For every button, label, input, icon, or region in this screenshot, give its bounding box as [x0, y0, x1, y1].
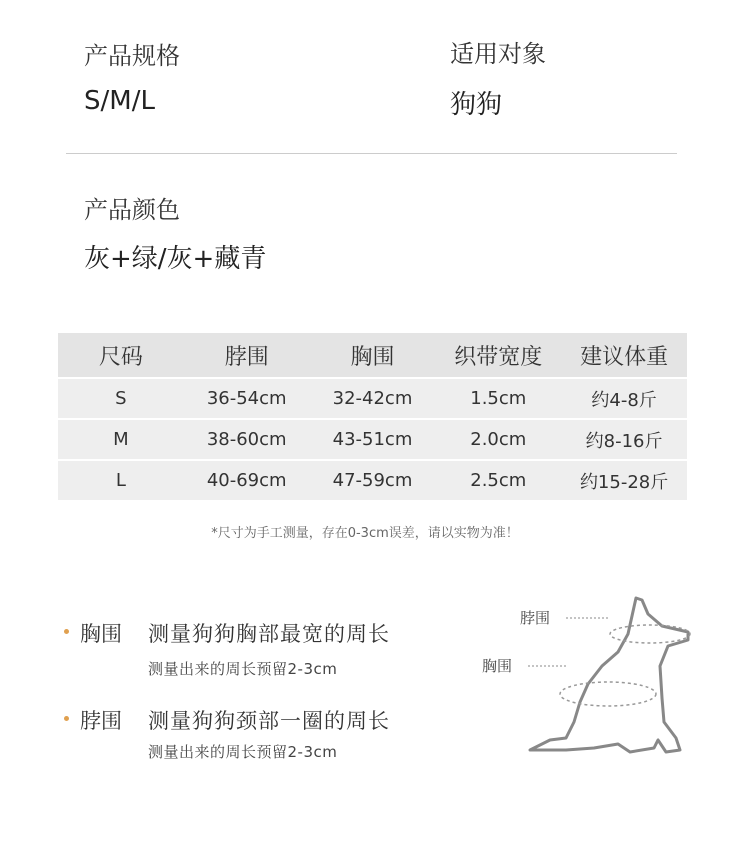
chest-measure-ring	[560, 682, 656, 706]
table-header: 脖围	[184, 333, 310, 378]
bullet-dot	[64, 716, 69, 721]
chest-description: 测量狗狗胸部最宽的周长	[148, 622, 390, 646]
target-value: 狗狗	[450, 90, 503, 120]
table-cell: 约4-8斤	[561, 378, 687, 419]
table-cell: 32-42cm	[310, 378, 436, 419]
product-size-label: 产品规格	[84, 42, 180, 70]
table-row	[58, 419, 687, 460]
diagram-neck-label: 脖围	[520, 609, 551, 627]
product-size-value: S/M/L	[84, 86, 155, 116]
neck-label: 脖围	[80, 709, 122, 733]
table-header-row	[58, 333, 687, 378]
diagram-chest-label: 胸围	[482, 657, 513, 675]
size-table	[58, 333, 687, 500]
table-cell: M	[58, 419, 184, 460]
table-cell: 38-60cm	[184, 419, 310, 460]
neck-description: 测量狗狗颈部一圈的周长	[148, 709, 390, 733]
divider	[66, 153, 677, 154]
table-row	[58, 378, 687, 419]
bullet-dot	[64, 629, 69, 634]
product-color-value: 灰+绿/灰+藏青	[84, 244, 267, 274]
target-label: 适用对象	[450, 40, 546, 68]
neck-measure-ring	[610, 625, 690, 643]
table-cell: 约8-16斤	[561, 419, 687, 460]
table-cell: L	[58, 460, 184, 500]
table-cell: 36-54cm	[184, 378, 310, 419]
table-cell: S	[58, 378, 184, 419]
chest-note: 测量出来的周长预留2-3cm	[148, 660, 338, 678]
table-header: 织带宽度	[435, 333, 561, 378]
table-row	[58, 460, 687, 500]
table-cell: 40-69cm	[184, 460, 310, 500]
dog-silhouette-icon	[530, 598, 688, 752]
measurement-note: *尺寸为手工测量，存在0-3cm误差，请以实物为准！	[211, 526, 519, 541]
table-cell: 47-59cm	[310, 460, 436, 500]
dog-measure-diagram	[470, 590, 700, 770]
neck-note: 测量出来的周长预留2-3cm	[148, 743, 338, 761]
table-header: 建议体重	[561, 333, 687, 378]
table-header: 胸围	[310, 333, 436, 378]
table-cell: 2.5cm	[435, 460, 561, 500]
table-header: 尺码	[58, 333, 184, 378]
table-cell: 43-51cm	[310, 419, 436, 460]
table-cell: 2.0cm	[435, 419, 561, 460]
table-cell: 1.5cm	[435, 378, 561, 419]
chest-label: 胸围	[80, 622, 122, 646]
product-color-label: 产品颜色	[84, 196, 180, 224]
table-cell: 约15-28斤	[561, 460, 687, 500]
